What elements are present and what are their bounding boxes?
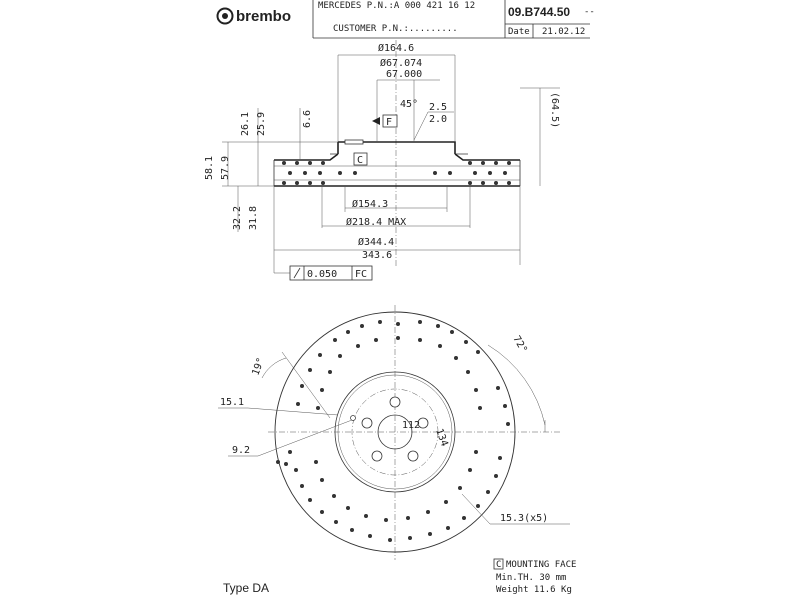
runout-reference: FC <box>355 269 368 280</box>
date-label: Date <box>508 27 530 37</box>
datum-f: F <box>386 117 393 128</box>
dim-25-9: 25.9 <box>256 111 267 136</box>
section-holes <box>282 161 511 185</box>
dim-chamfer-2-0: 2.0 <box>429 114 448 125</box>
drilled-holes <box>276 320 510 542</box>
part-number: 09.B744.50 <box>508 5 571 19</box>
note-min-thickness: Min.TH. 30 mm <box>496 573 567 583</box>
title-block <box>218 0 595 38</box>
date-value: 21.02.12 <box>542 27 586 37</box>
dim-57-9: 57.9 <box>220 155 231 180</box>
note-weight: Weight 11.6 Kg <box>496 585 572 595</box>
dim-67-000: 67.000 <box>386 69 423 80</box>
brembo-logo-icon <box>218 9 233 24</box>
dim-112: 112 <box>402 420 421 431</box>
dim-d-164-6: Ø164.6 <box>378 43 415 54</box>
section-view <box>204 40 560 280</box>
dim-32-2: 32.2 <box>232 205 243 230</box>
note-mounting-face: MOUNTING FACE <box>506 560 577 570</box>
note-type: Type DA <box>223 581 270 595</box>
dim-d-154-3: Ø154.3 <box>352 199 389 210</box>
dim-6-6: 6.6 <box>302 109 313 128</box>
dim-d-67-074: Ø67.074 <box>380 58 423 69</box>
part-suffix: -- <box>584 7 595 17</box>
dim-31-8: 31.8 <box>248 205 259 230</box>
runout-tolerance: 0.050 <box>307 269 338 280</box>
customer-part-number: CUSTOMER P.N.:......... <box>333 24 458 34</box>
dim-d-344-4: Ø344.4 <box>358 237 395 248</box>
notes <box>223 559 576 595</box>
brand-name: brembo <box>236 8 292 25</box>
dim-15-1: 15.1 <box>220 397 245 408</box>
dim-343-6: 343.6 <box>362 250 393 261</box>
dim-9-2: 9.2 <box>232 445 251 456</box>
dim-angle-45: 45° <box>400 99 419 110</box>
dim-26-1: 26.1 <box>240 111 251 136</box>
plan-view <box>218 305 570 560</box>
note-c-box: C <box>496 560 502 570</box>
dim-angle-72: 72° <box>510 334 529 356</box>
dim-d-218-4-max: Ø218.4 MAX <box>346 217 407 228</box>
dim-64-5: (64.5) <box>549 92 560 129</box>
dim-134: 134 <box>433 427 450 448</box>
dim-58-1: 58.1 <box>204 155 215 180</box>
dim-15-3-x5: 15.3(x5) <box>500 513 549 524</box>
dim-chamfer-2-5: 2.5 <box>429 102 448 113</box>
dim-angle-19: 19° <box>250 356 267 378</box>
datum-c: C <box>357 155 364 166</box>
oem-part-number: MERCEDES P.N.:A 000 421 16 12 <box>318 1 476 11</box>
